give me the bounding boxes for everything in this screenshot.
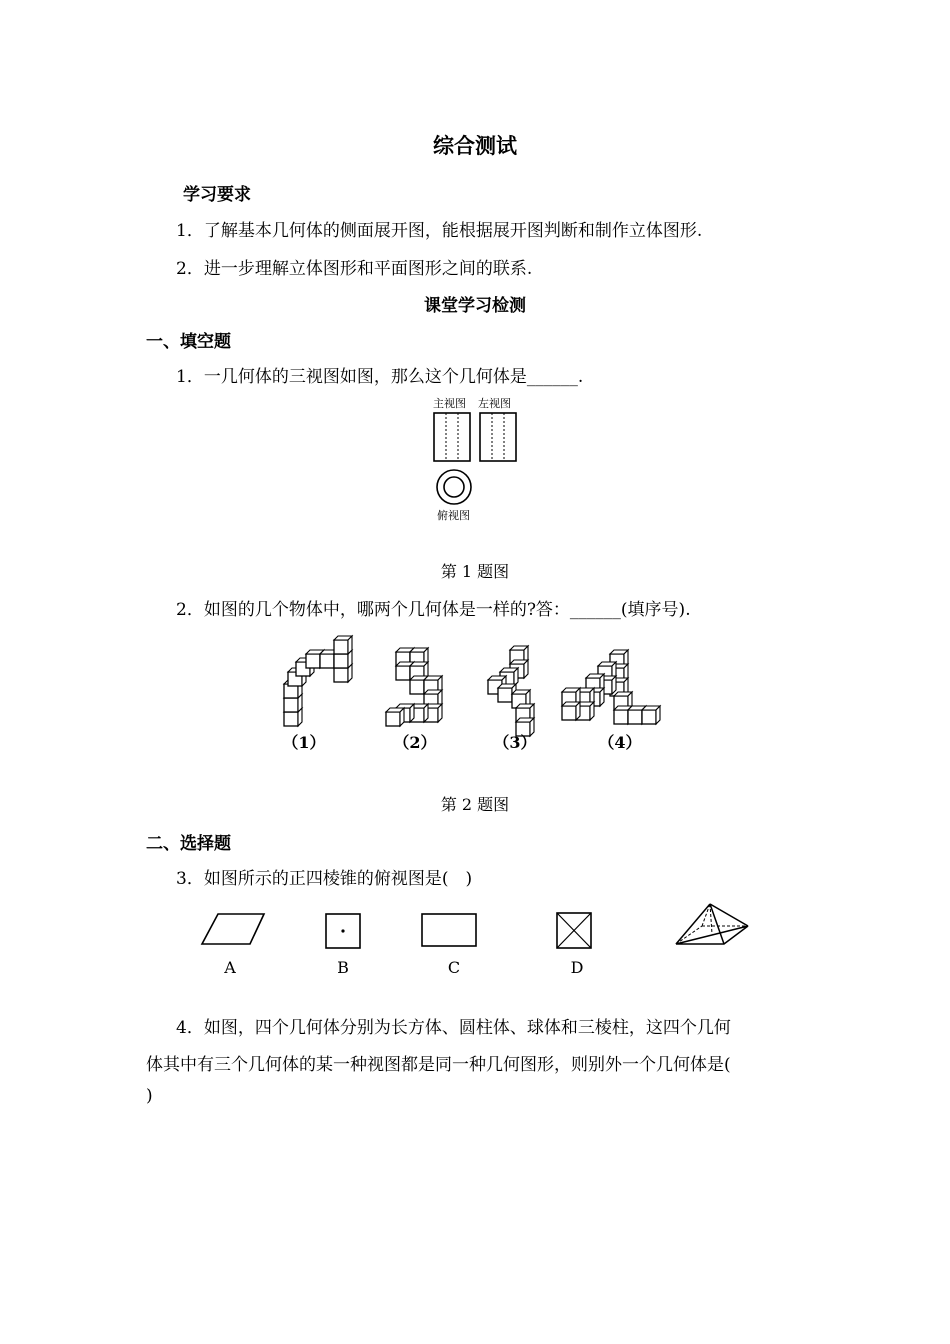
- option-d-label: D: [570, 958, 584, 977]
- part2-heading: 二、选择题: [146, 834, 231, 854]
- figure-2-caption: 第 2 题图: [440, 795, 510, 814]
- q1-three-views-figure: [425, 394, 525, 524]
- option-a-parallelogram: [202, 914, 264, 944]
- structure-label-1: （1）: [282, 733, 326, 752]
- option-b-label: B: [337, 958, 349, 977]
- cube-structure-1: [284, 636, 352, 726]
- question-4-line-1: 4．如图，四个几何体分别为长方体、圆柱体、球体和三棱柱，这四个几何: [176, 1018, 731, 1038]
- requirements-heading: 学习要求: [183, 185, 251, 205]
- page-title: 综合测试: [433, 134, 517, 158]
- option-c-label: C: [447, 958, 461, 977]
- question-2-text: 2．如图的几个物体中，哪两个几何体是一样的?答：______(填序号).: [176, 600, 691, 620]
- q3-options-figure: [190, 900, 760, 982]
- question-4-line-3: ): [146, 1086, 153, 1106]
- cube-structure-3: [488, 646, 534, 736]
- front-view-drawing: [434, 413, 470, 461]
- pyramid-drawing: [676, 904, 748, 944]
- left-view-drawing: [480, 413, 516, 461]
- front-view-label: 主视图: [433, 397, 466, 410]
- top-view-label: 俯视图: [437, 509, 470, 522]
- structure-label-3: （3）: [493, 733, 537, 752]
- question-4-line-2: 体其中有三个几何体的某一种视图都是同一种几何图形，则别外一个几何体是(: [146, 1055, 731, 1075]
- cube-structure-2: [386, 648, 442, 726]
- section-heading: 课堂学习检测: [424, 296, 526, 316]
- option-a-label: A: [224, 958, 236, 977]
- top-view-drawing: [437, 470, 471, 504]
- structure-label-4: （4）: [598, 733, 642, 752]
- requirement-item-2: 2．进一步理解立体图形和平面图形之间的联系.: [176, 259, 533, 279]
- part1-heading: 一、填空题: [146, 332, 231, 352]
- q2-cube-figures: [270, 628, 680, 758]
- option-b-square-with-dot: [326, 914, 360, 948]
- left-view-label: 左视图: [478, 397, 511, 410]
- option-c-rectangle: [422, 914, 476, 946]
- cube-structure-4: [562, 650, 660, 724]
- requirement-item-1: 1．了解基本几何体的侧面展开图，能根据展开图判断和制作立体图形.: [176, 221, 703, 241]
- question-1-text: 1．一几何体的三视图如图，那么这个几何体是______.: [176, 367, 584, 387]
- question-3-text: 3．如图所示的正四棱锥的俯视图是( ): [176, 869, 473, 889]
- structure-label-2: （2）: [393, 733, 437, 752]
- figure-1-caption: 第 1 题图: [440, 562, 510, 581]
- option-d-square-with-diagonals: [557, 913, 591, 948]
